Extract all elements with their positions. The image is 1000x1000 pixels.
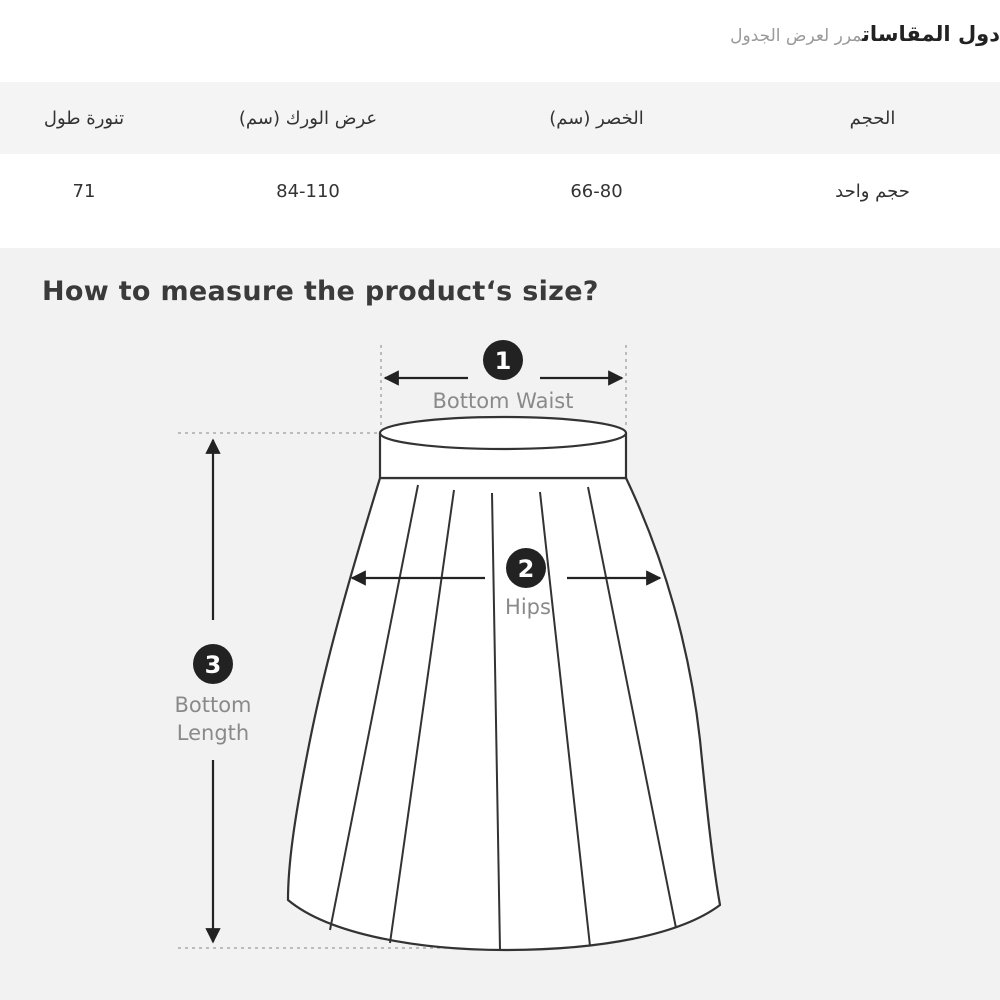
column-header-waist: الخصر (سم) xyxy=(549,107,644,129)
column-header-hip: عرض الورك (سم) xyxy=(238,107,378,129)
table-row xyxy=(0,154,1000,228)
guide-heading: How to measure the product‘s size? xyxy=(42,276,599,307)
badge-3-number: 3 xyxy=(204,651,222,679)
size-table[interactable] xyxy=(0,82,1000,228)
cell-waist: 66-80 xyxy=(570,180,623,202)
table-header-row xyxy=(0,82,1000,154)
cell-hip: 84-110 xyxy=(276,180,340,202)
size-chart-title-bar xyxy=(730,22,1000,56)
measurement-guide xyxy=(0,248,1000,1000)
size-chart-title: دول المقاسات xyxy=(862,22,1000,46)
cell-length: 71 xyxy=(72,180,96,202)
size-chart-header xyxy=(0,0,1000,82)
label-bottom-length-line1: Bottom xyxy=(174,693,252,717)
label-hips: Hips xyxy=(505,595,551,619)
label-bottom-length-line2: Length xyxy=(176,721,250,745)
skirt-diagram xyxy=(0,248,1000,1000)
scroll-hint: مرر لعرض الجدول xyxy=(730,26,863,46)
skirt-outline xyxy=(288,417,720,950)
label-bottom-waist: Bottom Waist xyxy=(432,389,574,413)
column-header-length: تنورة طول xyxy=(43,107,125,129)
badge-1-number: 1 xyxy=(494,347,512,375)
badge-2-number: 2 xyxy=(517,555,535,583)
cell-size: حجم واحد xyxy=(835,180,910,202)
column-header-size: الحجم xyxy=(849,107,896,129)
